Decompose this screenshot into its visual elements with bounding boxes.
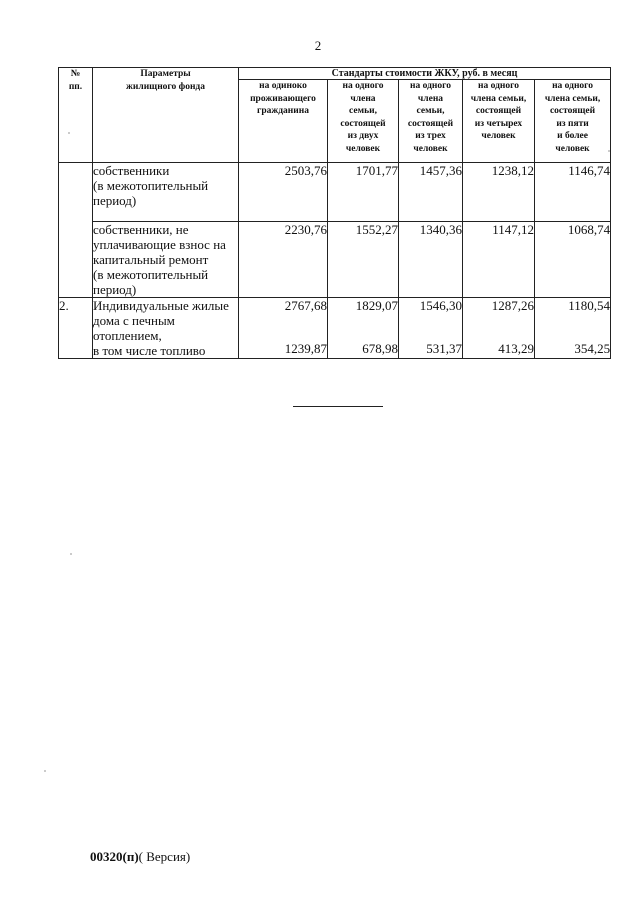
header-col-single: на одиноко проживающего гражданина	[239, 80, 328, 163]
cell-fuel-value: 413,29	[498, 341, 534, 356]
header-col-two: на одного члена семьи, состоящей из двух человек	[328, 80, 399, 163]
table-row	[59, 298, 611, 359]
row-number: 2.	[59, 298, 93, 359]
header-col-four: на одного члена семьи, состоящей из четырех человек	[463, 80, 535, 163]
separator-line	[293, 406, 383, 407]
header-cost-standards: Стандарты стоимости ЖКУ, руб. в месяц	[239, 68, 611, 80]
cell-value-pair	[399, 298, 463, 359]
cost-standards-table	[58, 67, 611, 359]
cell-value: 2767,68	[284, 298, 327, 313]
cell-value-pair	[535, 298, 611, 359]
row-label: собственники (в межотопительный период)	[93, 163, 239, 222]
cell-value: 2230,76	[239, 222, 328, 298]
cell-value-pair	[463, 298, 535, 359]
cell-value: 2503,76	[239, 163, 328, 222]
cell-value: 1147,12	[463, 222, 535, 298]
cell-value: 1287,26	[491, 298, 534, 313]
scan-speck	[608, 150, 610, 152]
table-row	[59, 163, 611, 222]
cell-value: 1180,54	[568, 298, 611, 313]
cell-value-pair	[328, 298, 399, 359]
cell-fuel-value: 1239,87	[284, 341, 327, 356]
cell-value: 1340,36	[399, 222, 463, 298]
cell-fuel-value: 678,98	[362, 341, 398, 356]
page-number: 2	[314, 38, 322, 53]
cell-fuel-value: 354,25	[574, 341, 611, 356]
row-label: собственники, не уплачивающие взнос на капитальный ремонт (в межотопительный период)	[93, 222, 239, 298]
cell-value-pair	[239, 298, 328, 359]
cell-value: 1068,74	[535, 222, 611, 298]
header-col-five: на одного члена семьи, состоящей из пяти и более человек	[535, 80, 611, 163]
cell-value: 1552,27	[328, 222, 399, 298]
document-code-number: 00320(п)	[90, 849, 139, 864]
row-number	[59, 163, 93, 298]
scan-speck	[68, 132, 70, 134]
header-parameters: Параметры жилищного фонда	[93, 68, 239, 163]
cell-value: 1457,36	[399, 163, 463, 222]
cell-value: 1146,74	[535, 163, 611, 222]
header-col-three: на одного члена семьи, состоящей из трех человек	[399, 80, 463, 163]
table-header-row	[59, 68, 611, 80]
scan-speck	[44, 770, 46, 772]
cell-value: 1829,07	[355, 298, 398, 313]
cell-value: 1238,12	[463, 163, 535, 222]
document-code-suffix: ( Версия)	[138, 849, 191, 864]
cell-fuel-value: 531,37	[426, 341, 462, 356]
cell-value: 1701,77	[328, 163, 399, 222]
header-number: № пп.	[59, 68, 93, 163]
cell-value: 1546,30	[419, 298, 462, 313]
document-code	[90, 849, 190, 865]
row-label: Индивидуальные жилые дома с печным отоплением, в том числе топливо	[93, 298, 239, 359]
table-row	[59, 222, 611, 298]
scan-speck	[70, 553, 72, 555]
